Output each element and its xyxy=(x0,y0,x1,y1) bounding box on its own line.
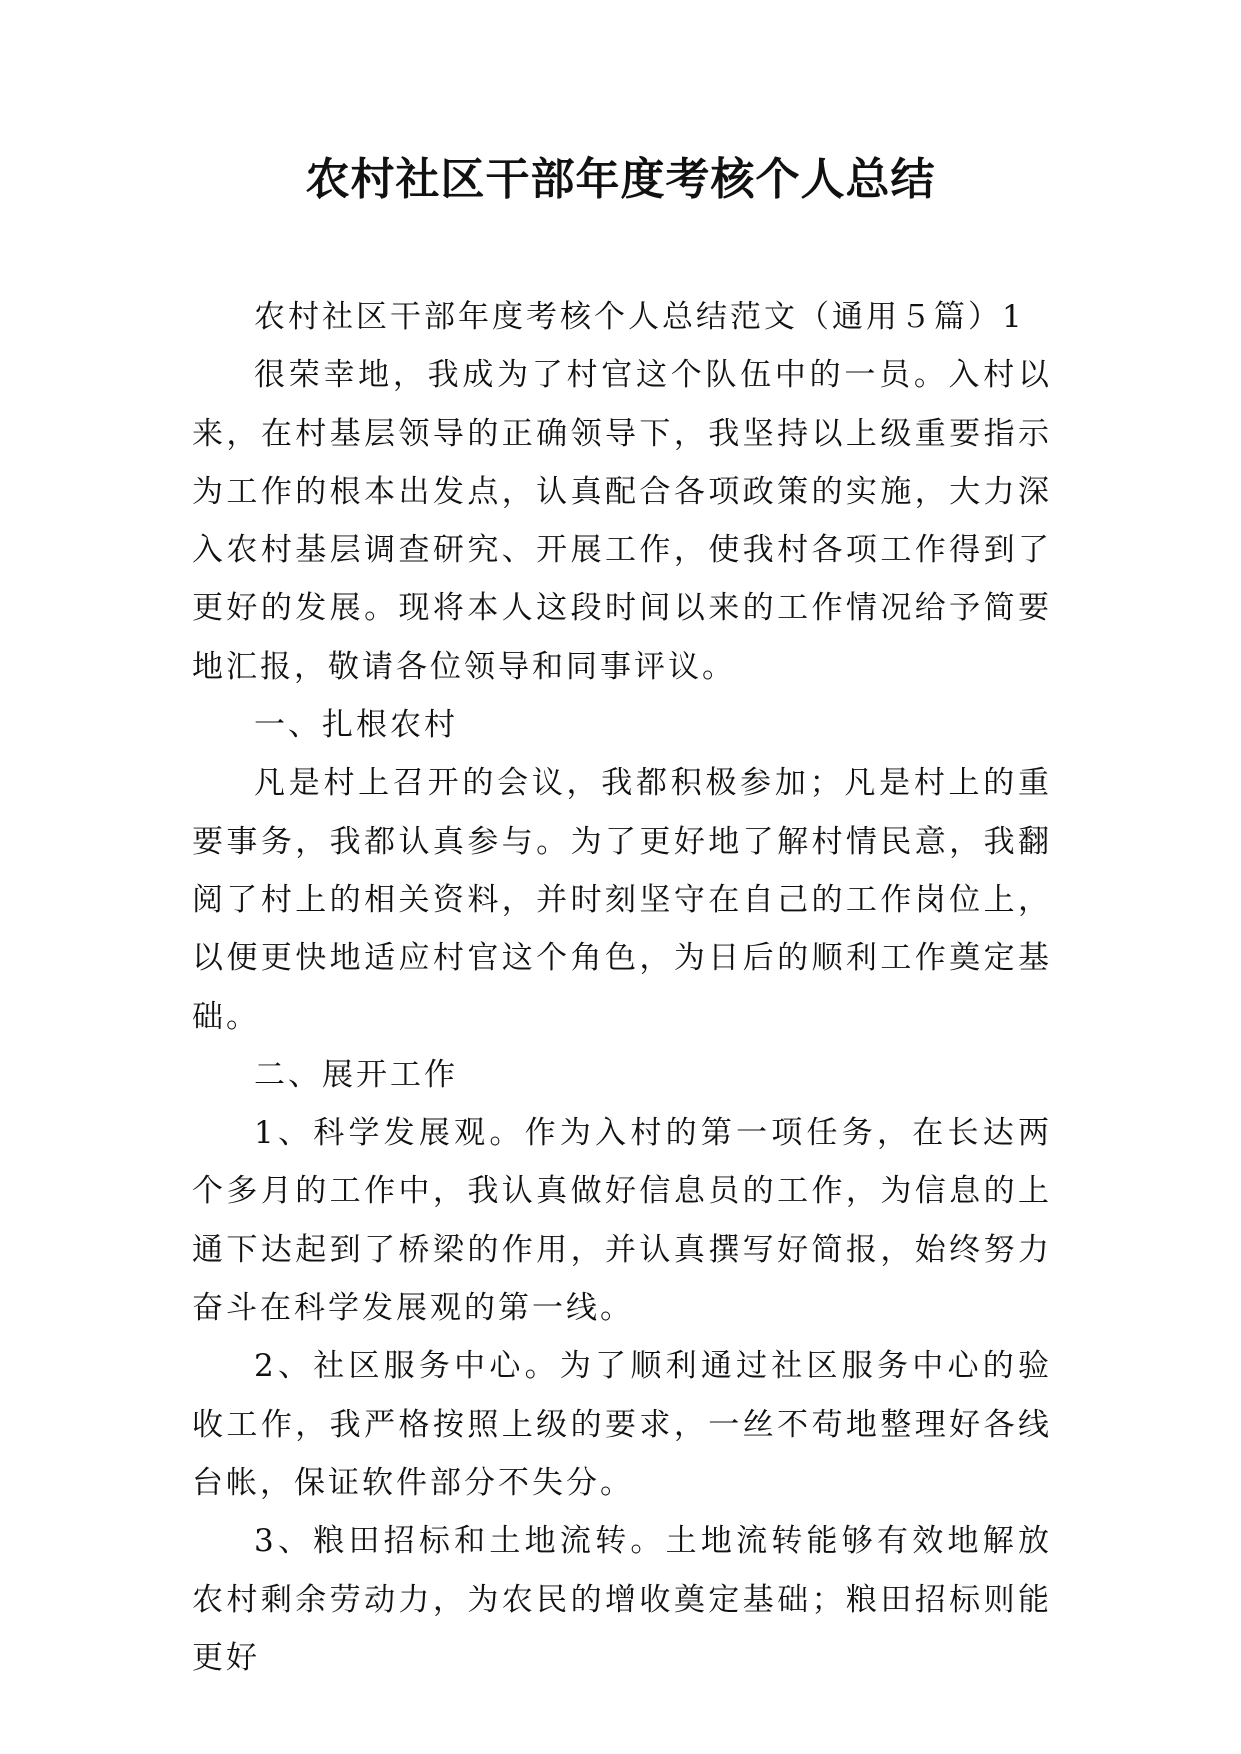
section-1-paragraph: 凡是村上召开的会议，我都积极参加；凡是村上的重要事务，我都认真参与。为了更好地了解村情民意，我翻阅了村上的相关资料，并时刻坚守在自己的工作岗位上，以便更快地适应村官这个角色，为日后的顺利工作奠定基础。 xyxy=(192,765,1052,1035)
document-title: 农村社区干部年度考核个人总结 xyxy=(305,154,936,205)
document-body xyxy=(192,288,1052,1687)
item-3-paragraph: 3、粮田招标和土地流转。土地流转能够有效地解放农村剩余劳动力，为农民的增收奠定基础；粮田招标则能更好 xyxy=(192,1523,1052,1676)
subtitle-paragraph: 农村社区干部年度考核个人总结范文（通用５篇）1 xyxy=(254,299,1025,335)
item-1-paragraph: 1、科学发展观。作为入村的第一项任务，在长达两个多月的工作中，我认真做好信息员的工作，为信息的上通下达起到了桥梁的作用，并认真撰写好简报，始终努力奋斗在科学发展观的第一线。 xyxy=(192,1115,1052,1327)
section-heading-1: 一、扎根农村 xyxy=(254,707,458,744)
section-heading-2: 二、展开工作 xyxy=(254,1056,458,1093)
item-2-paragraph: 2、社区服务中心。为了顺利通过社区服务中心的验收工作，我严格按照上级的要求，一丝不苟地整理好各线台帐，保证软件部分不失分。 xyxy=(192,1348,1052,1501)
intro-paragraph: 很荣幸地，我成为了村官这个队伍中的一员。入村以来，在村基层领导的正确领导下，我坚持以上级重要指示为工作的根本出发点，认真配合各项政策的实施，大力深入农村基层调查研究、开展工作，使我村各项工作得到了更好的发展。现将本人这段时间以来的工作情况给予简要地汇报，敬请各位领导和同事评议。 xyxy=(192,357,1052,685)
